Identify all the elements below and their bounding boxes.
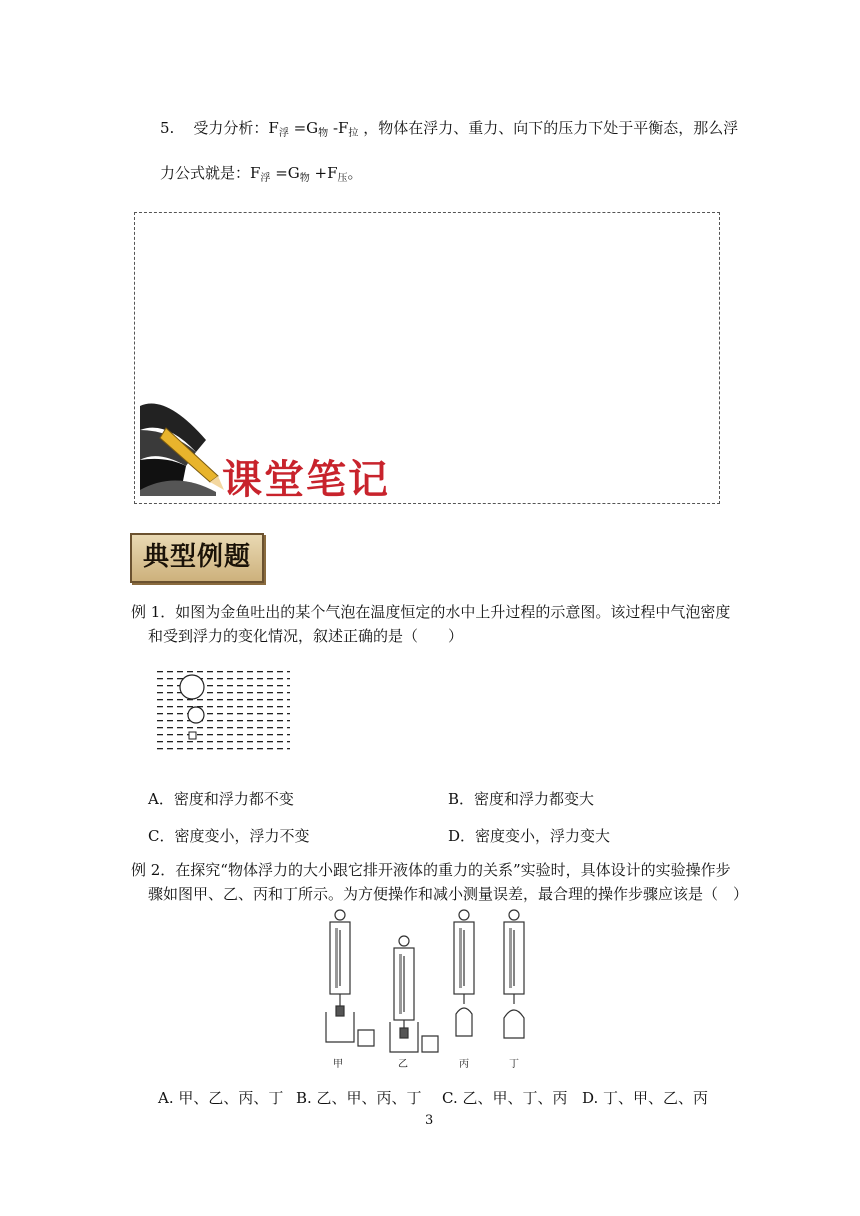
example-2-question-line-2: 骤如图甲、乙、丙和丁所示。为方便操作和减小测量误差，最合理的操作步骤应该是（ ）: [148, 885, 749, 903]
example-1-option-d[interactable]: D．密度变小，浮力变大: [448, 827, 611, 845]
subscript: 物: [318, 128, 329, 139]
example-2-option-c[interactable]: C. 乙、甲、丁、丙: [442, 1089, 568, 1107]
example-2-question-line-1: 例 2．在探究“物体浮力的大小跟它排开液体的重力的关系”实验时，具体设计的实验操作步: [131, 861, 731, 879]
point-text: -F: [332, 119, 349, 137]
example-1-question-line-2: 和受到浮力的变化情况，叙述正确的是（ ）: [148, 627, 464, 645]
example-2-option-b[interactable]: B. 乙、甲、丙、丁: [296, 1089, 422, 1107]
point-text: 力公式就是：F: [160, 164, 261, 182]
point-text: =G: [293, 119, 319, 137]
subscript: 拉: [348, 128, 359, 139]
class-notes-title: 课堂笔记: [222, 457, 390, 503]
example-2-option-a[interactable]: A. 甲、乙、丙、丁: [158, 1089, 284, 1107]
point-text: ，物体在浮力、重力、向下的压力下处于平衡态，那么浮: [363, 119, 739, 137]
point-number: 5.: [160, 119, 175, 137]
subscript: 物: [299, 173, 310, 184]
bubble-figure: [156, 668, 290, 754]
example-1-option-c[interactable]: C．密度变小，浮力不变: [148, 827, 310, 845]
pencil-icon: [136, 400, 226, 500]
point-text: 。: [347, 164, 363, 182]
spring-scale-figure: [318, 908, 540, 1072]
figure-label-ding: 丁: [509, 1059, 519, 1070]
section-banner-label: 典型例题: [142, 542, 251, 572]
subscript: 浮: [278, 128, 289, 139]
subscript: 浮: [260, 173, 271, 184]
example-1-option-a[interactable]: A．密度和浮力都不变: [148, 790, 294, 808]
point-text: 受力分析：F: [193, 119, 279, 137]
point-text: =G: [275, 164, 300, 182]
page-number: 3: [425, 1113, 434, 1128]
example-2-option-d[interactable]: D. 丁、甲、乙、丙: [582, 1089, 709, 1107]
point-text: +F: [314, 164, 338, 182]
figure-label-yi: 乙: [398, 1059, 408, 1070]
example-1-option-b[interactable]: B．密度和浮力都变大: [448, 790, 595, 808]
figure-label-bing: 丙: [459, 1059, 469, 1070]
point-5-line-2: [160, 163, 363, 189]
example-1-question-line-1: 例 1．如图为金鱼吐出的某个气泡在温度恒定的水中上升过程的示意图。该过程中气泡密度: [131, 603, 731, 621]
point-5-line-1: [160, 118, 738, 144]
section-banner: [130, 533, 264, 583]
figure-label-jia: 甲: [333, 1059, 343, 1070]
subscript: 压: [337, 173, 348, 184]
